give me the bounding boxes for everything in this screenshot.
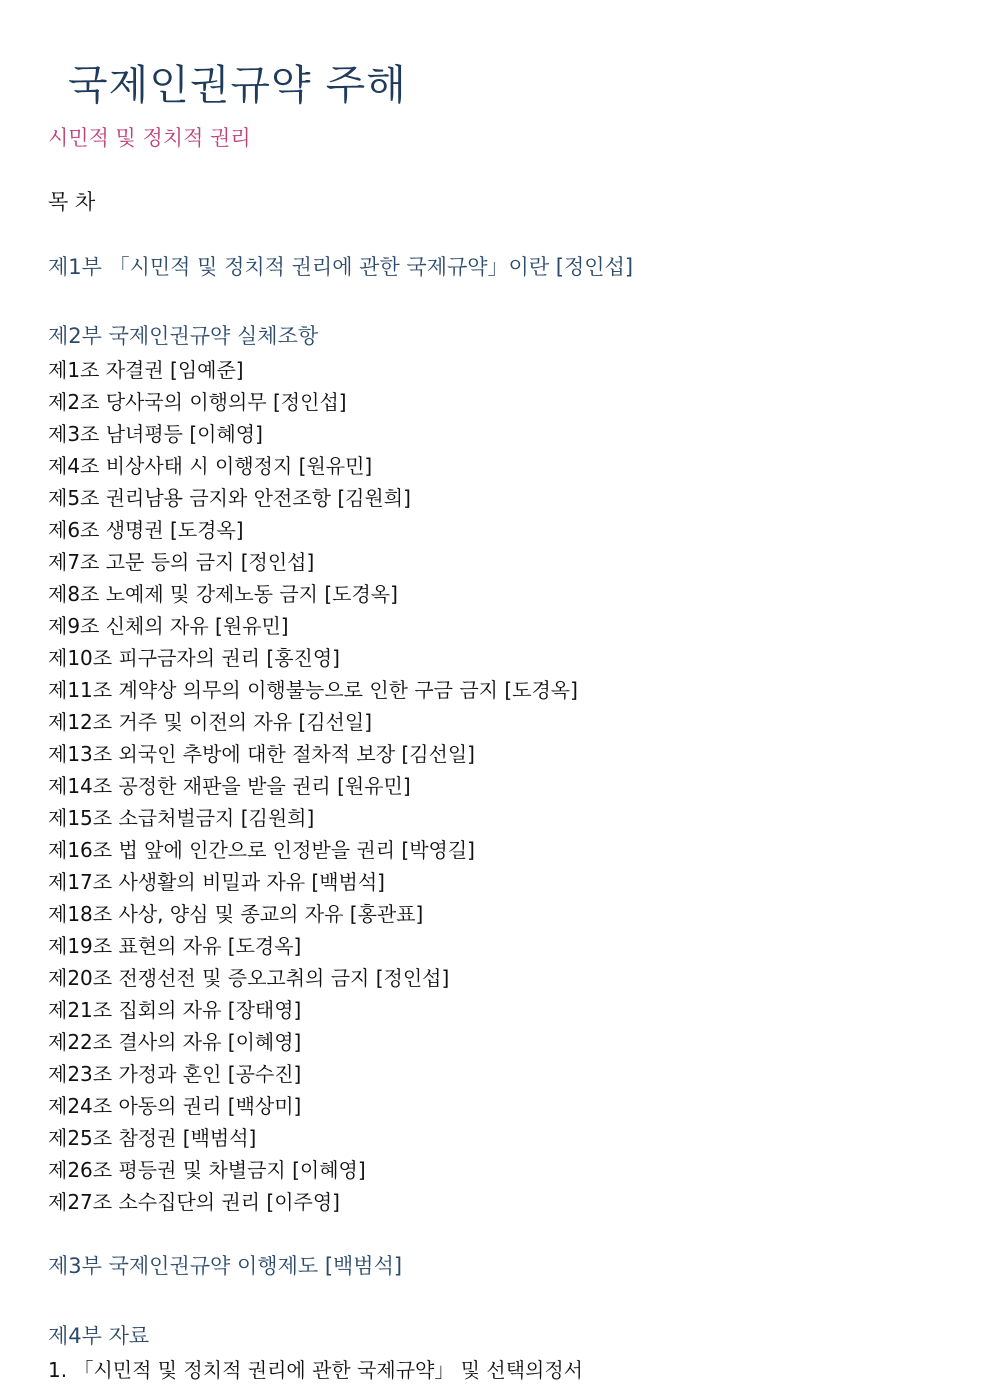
article-item: 제7조 고문 등의 금지 [정인섭] bbox=[48, 550, 315, 574]
article-item: 제10조 피구금자의 권리 [홍진영] bbox=[48, 646, 340, 670]
article-item: 제3조 남녀평등 [이혜영] bbox=[48, 422, 263, 446]
article-item: 제25조 참정권 [백범석] bbox=[48, 1126, 257, 1150]
article-item: 제24조 아동의 권리 [백상미] bbox=[48, 1094, 302, 1118]
materials-list bbox=[48, 1355, 583, 1387]
article-item: 제8조 노예제 및 강제노동 금지 [도경옥] bbox=[48, 582, 398, 606]
article-item: 제17조 사생활의 비밀과 자유 [백범석] bbox=[48, 870, 385, 894]
article-item: 제5조 권리남용 금지와 안전조항 [김원희] bbox=[48, 486, 411, 510]
article-item: 제12조 거주 및 이전의 자유 [김선일] bbox=[48, 710, 373, 734]
article-item: 제6조 생명권 [도경옥] bbox=[48, 518, 244, 542]
part-1-heading: 제1부 「시민적 및 정치적 권리에 관한 국제규약」이란 [정인섭] bbox=[48, 255, 634, 279]
article-item: 제18조 사상, 양심 및 종교의 자유 [홍관표] bbox=[48, 902, 424, 926]
article-list bbox=[48, 355, 578, 1219]
article-item: 제23조 가정과 혼인 [공수진] bbox=[48, 1062, 302, 1086]
article-item: 제16조 법 앞에 인간으로 인정받을 권리 [박영길] bbox=[48, 838, 475, 862]
article-item: 제15조 소급처벌금지 [김원희] bbox=[48, 806, 315, 830]
article-item: 제19조 표현의 자유 [도경옥] bbox=[48, 934, 302, 958]
article-item: 제22조 결사의 자유 [이혜영] bbox=[48, 1030, 302, 1054]
article-item: 제26조 평등권 및 차별금지 [이혜영] bbox=[48, 1158, 366, 1182]
article-item: 제2조 당사국의 이행의무 [정인섭] bbox=[48, 390, 347, 414]
article-item: 제27조 소수집단의 권리 [이주영] bbox=[48, 1190, 340, 1214]
article-item: 제13조 외국인 추방에 대한 절차적 보장 [김선일] bbox=[48, 742, 475, 766]
article-item: 제11조 계약상 의무의 이행불능으로 인한 구금 금지 [도경옥] bbox=[48, 678, 578, 702]
article-item: 제1조 자결권 [임예준] bbox=[48, 358, 244, 382]
article-item: 제21조 집회의 자유 [장태영] bbox=[48, 998, 302, 1022]
toc-heading: 목 차 bbox=[48, 190, 96, 214]
document-subtitle: 시민적 및 정치적 권리 bbox=[48, 126, 251, 150]
part-3-heading: 제3부 국제인권규약 이행제도 [백범석] bbox=[48, 1254, 403, 1278]
article-item: 제4조 비상사태 시 이행정지 [원유민] bbox=[48, 454, 373, 478]
article-item: 제14조 공정한 재판을 받을 권리 [원유민] bbox=[48, 774, 411, 798]
article-item: 제9조 신체의 자유 [원유민] bbox=[48, 614, 289, 638]
materials-item: 1. 「시민적 및 정치적 권리에 관한 국제규약」 및 선택의정서 bbox=[48, 1358, 583, 1382]
part-4-heading: 제4부 자료 bbox=[48, 1324, 150, 1348]
part-2-heading: 제2부 국제인권규약 실체조항 bbox=[48, 324, 319, 348]
article-item: 제20조 전쟁선전 및 증오고취의 금지 [정인섭] bbox=[48, 966, 450, 990]
document-title: 국제인권규약 주해 bbox=[68, 61, 407, 109]
